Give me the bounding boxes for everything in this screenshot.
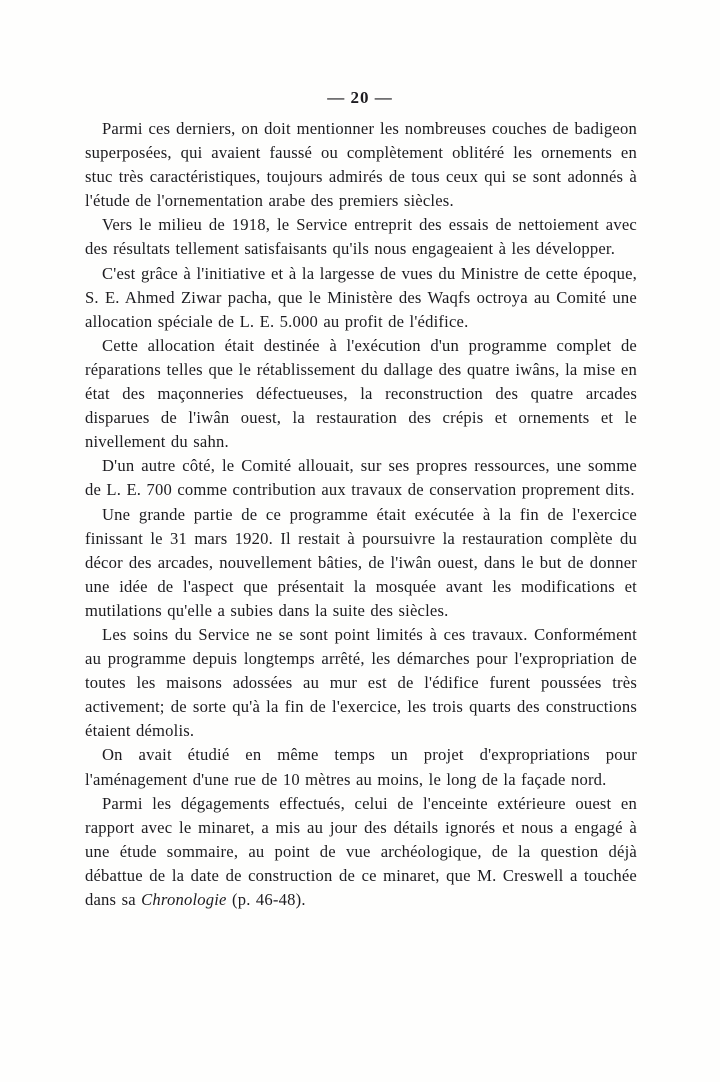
paragraph-3: C'est grâce à l'initiative et à la largesse de vues du Ministre de cette époque, S. E. Ahmed Ziwar pacha, que le Ministère des Waqfs octroya au Comité une allocation spéciale de L. E. 5.000 au profit de l'édifice. (85, 263, 637, 331)
paragraph-6: Une grande partie de ce programme était exécutée à la fin de l'exercice finissant le 31 mars 1920. Il restait à poursuivre la restauration complète du décor des arcades, nouvellement bâties, de l'iwân ouest, dans le but de donner une idée de l'aspect que présentait la mosquée avant les modifications et mutilations qu'elle a subies dans la suite des siècles. (85, 504, 637, 620)
paragraph-1: Parmi ces derniers, on doit mentionner les nombreuses couches de badigeon superposées, qui avaient faussé ou complètement oblitéré les ornements en stuc très caractéristiques, toujours admirés de tous ceux qui se sont adonnés à l'étude de l'ornementation arabe des premiers siècles. (85, 119, 637, 211)
paragraph-9-end: (p. 46-48). (226, 890, 306, 909)
paragraph-5: D'un autre côté, le Comité allouait, sur ses propres ressources, une somme de L. E. 700 comme contribution aux travaux de conservation proprement dits. (85, 456, 637, 500)
paragraph-4: Cette allocation était destinée à l'exécution d'un programme complet de réparations telles que le rétablissement du dallage des quatre iwâns, la mise en état des maçonneries défectueuses, la reconstruction des quatre arcades disparues de l'iwân ouest, la restauration des crépis et ornements et le nivellement du sahn. (85, 335, 637, 452)
paragraph-9-text: Parmi les dégagements effectués, celui de l'enceinte extérieure ouest en rapport avec le minaret, a mis au jour des détails ignorés et nous a engagé à une étude sommaire, au point de vue archéologique, de la question déjà débattue de la date de construction de ce minaret, que M. Creswell a touchée dans sa (85, 793, 637, 909)
page-number-header: — 20 — (327, 88, 393, 107)
paragraph-2: Vers le milieu de 1918, le Service entreprit des essais de nettoiement avec des résultats tellement satisfaisants qu'ils nous engageaient à les développer. (85, 215, 637, 259)
page-body (85, 117, 637, 912)
paragraph-8: On avait étudié en même temps un projet d'expropriations pour l'aménagement d'une rue de 10 mètres au moins, le long de la façade nord. (85, 745, 637, 789)
book-title-chronologie: Chronologie (141, 890, 227, 909)
paragraph-9 (85, 792, 637, 912)
paragraph-7: Les soins du Service ne se sont point limités à ces travaux. Conformément au programme depuis longtemps arrêté, les démarches pour l'expropriation de toutes les maisons adossées au mur est de l'édifice furent poussées très activement; de sorte qu'à la fin de l'exercice, les trois quarts des constructions étaient démolis. (85, 624, 637, 741)
